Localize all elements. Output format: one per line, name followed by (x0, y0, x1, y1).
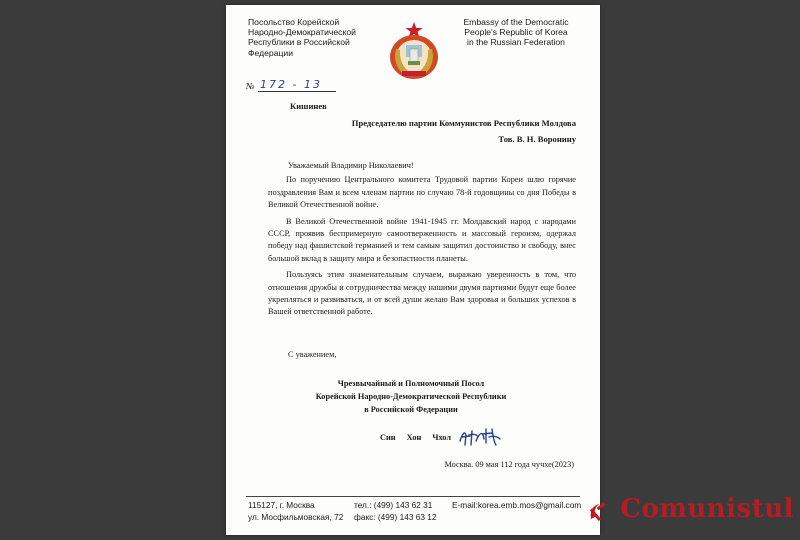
signer-title-line: Чрезвычайный и Полномочный Посол (337, 379, 485, 388)
paragraph: По поручению Центрального комитета Трудовой партии Кореи шлю горячие поздравления Вам и всем членам партии по случаю 78-й годовщины со дня Победы в Великой Отечественной войне. (268, 175, 576, 210)
header-left-line: Посольство Корейской (248, 17, 340, 27)
addressee-line-2: Тов. В. Н. Воронину (498, 134, 576, 144)
footer-address-line: 115127, г. Москва (248, 500, 315, 510)
letter-date: Москва. 09 мая 112 года чучхе(2023) (444, 460, 574, 469)
footer-phone-line: факс: (499) 143 63 12 (354, 511, 437, 522)
handwritten-signature-icon (456, 423, 506, 449)
signer-title-line: Корейской Народно-Демократической Республики (315, 391, 507, 401)
city: Кишинев (290, 101, 327, 111)
hammer-sickle-icon (585, 499, 611, 525)
footer-address-line: ул. Мосфильмовская, 72 (248, 511, 344, 522)
dprk-emblem-icon (384, 19, 444, 83)
ref-prefix: № (246, 81, 255, 91)
ref-number: 172 - 13 (260, 78, 322, 91)
header-left-line: Народно-Демократической (248, 27, 356, 38)
header-english (456, 17, 576, 48)
paragraph: В Великой Отечественной войне 1941-1945 гг. Молдавский народ с народами СССР, проявив беспримерную самоотверженность и массовый героизм, одержал победу над фашистской германией и тем самым защитил достоинство и свободу, внес большой вклад в защиту мира и безопастности планеты. (268, 216, 576, 263)
header-left-line: Федерации (248, 47, 293, 58)
letter-page (226, 5, 600, 535)
footer-phone-line: тел.: (499) 143 62 31 (354, 500, 433, 510)
ref-underline (258, 91, 336, 92)
greeting: Уважаемый Владимир Николаевич! (288, 161, 414, 170)
addressee-line-1: Председателю партии Коммунистов Республики Молдова (351, 118, 576, 128)
header-russian (248, 17, 388, 58)
closing: С уважением, (288, 350, 337, 359)
letter-body (268, 160, 576, 323)
signer-title-line: в Российской Федерации (364, 404, 458, 414)
footer-email: E-mail:korea.emb.mos@gmail.com (452, 500, 582, 510)
header-left-line: Республики в Российской (248, 37, 350, 48)
paragraph: Пользуясь этим знаменательным случаем, выражаю уверенность в том, что отношения дружбы и сотрудничества между нашими двумя партиями будут еще более укрепляться и развиваться, и от всей души желаю Вам здоровья и больших успехов в Вашей ответственной работе. (268, 270, 576, 317)
footer-address (248, 500, 343, 523)
watermark-logo: Comunistul (620, 494, 794, 524)
signer-title (286, 378, 536, 416)
footer-divider (246, 496, 580, 497)
header-right-line: in the Russian Federation (467, 37, 565, 48)
header-right-line: Embassy of the Democratic (463, 17, 569, 27)
footer-phones (354, 500, 437, 523)
signer-name: Син Хон Чхол (380, 433, 451, 442)
header-right-line: People's Republic of Korea (464, 27, 568, 38)
